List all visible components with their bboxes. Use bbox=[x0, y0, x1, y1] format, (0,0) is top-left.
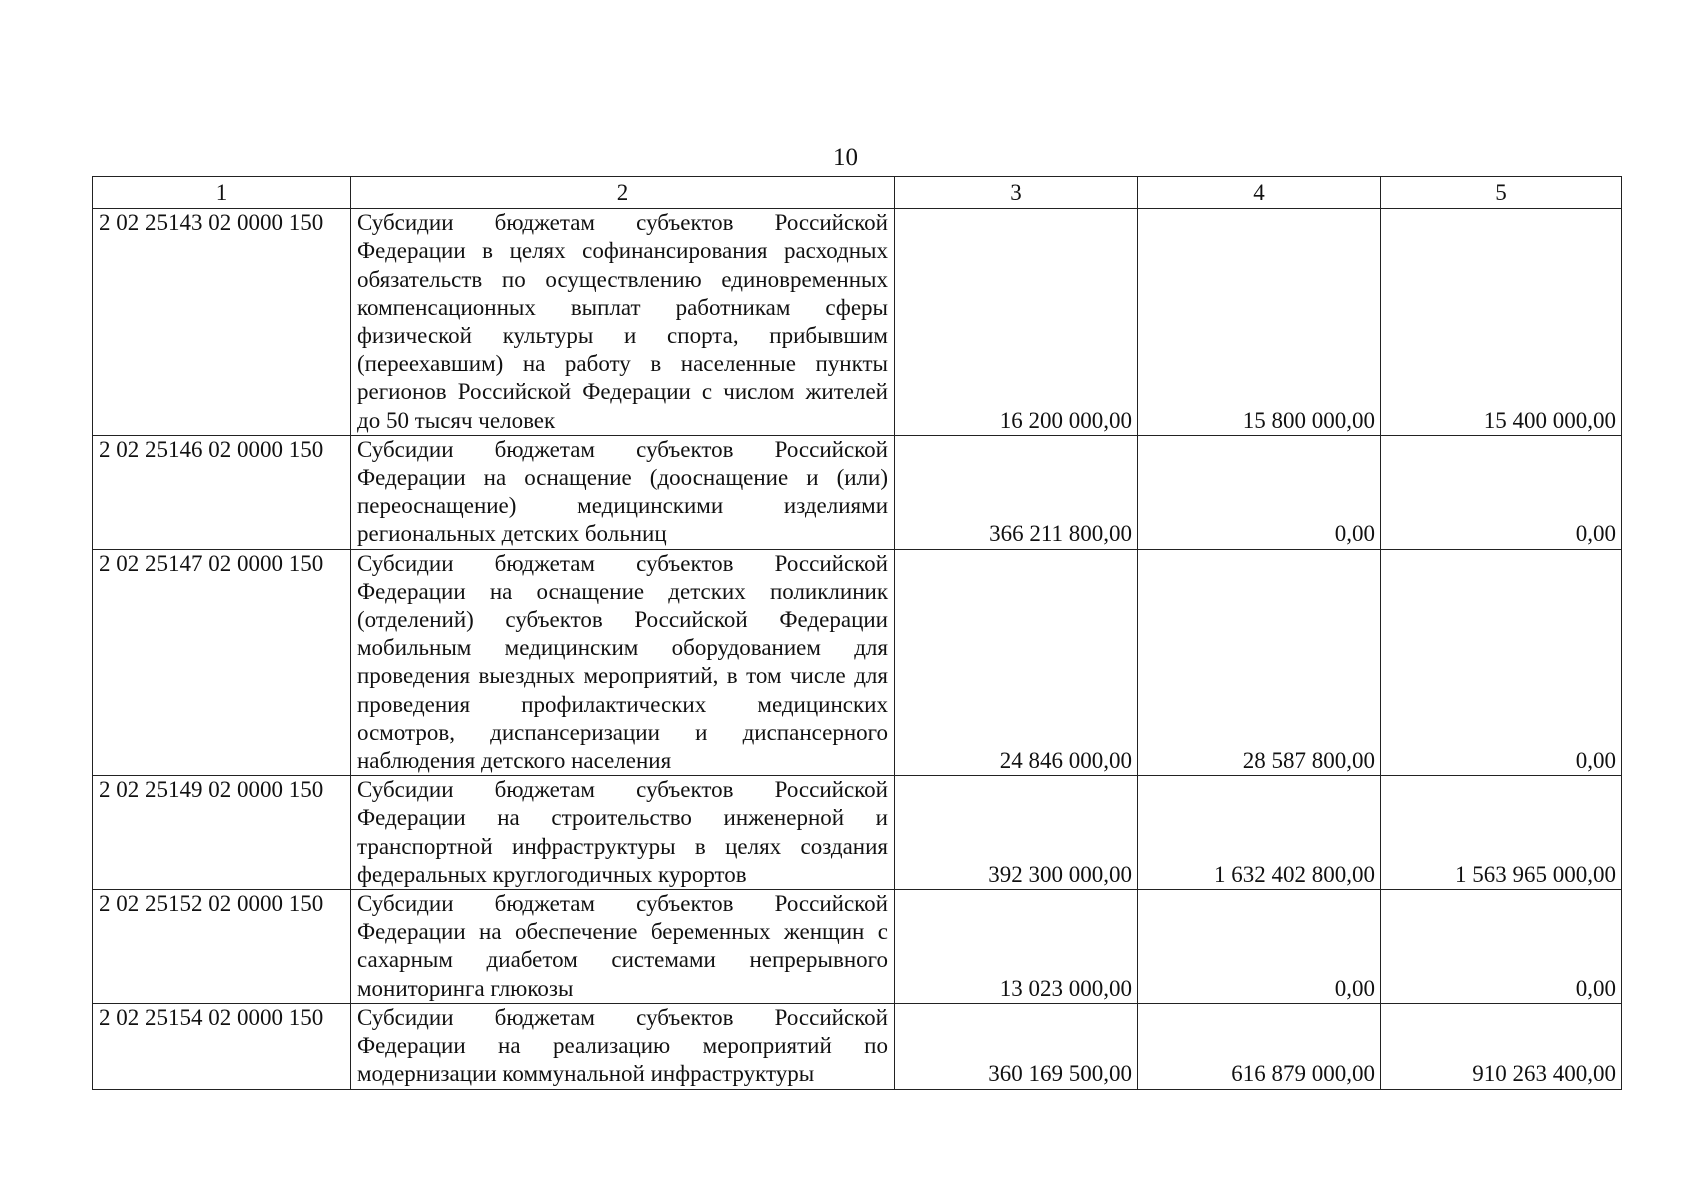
table-row bbox=[93, 209, 1622, 436]
amount-col5: 0,00 bbox=[1381, 890, 1622, 1004]
row-description: Субсидии бюджетам субъектов Российской Федерации на оснащение детских поликлиник (отделений) субъектов Российской Федерации мобильным медицинским оборудованием для проведения выездных мероприятий, в том числе для проведения профилактических медицинских осмотров, диспансеризации и диспансерного наблюдения детского населения bbox=[351, 549, 895, 776]
row-description: Субсидии бюджетам субъектов Российской Федерации в целях софинансирования расходных обязательств по осуществлению единовременных компенсационных выплат работникам сферы физической культуры и спорта, прибывшим (переехавшим) на работу в населенные пункты регионов Российской Федерации с числом жителей до 50 тысяч человек bbox=[351, 209, 895, 436]
amount-col5: 0,00 bbox=[1381, 435, 1622, 549]
amount-col5: 15 400 000,00 bbox=[1381, 209, 1622, 436]
header-cell-3: 3 bbox=[895, 177, 1138, 209]
budget-code: 2 02 25152 02 0000 150 bbox=[93, 890, 351, 1004]
table-row bbox=[93, 435, 1622, 549]
amount-col4: 0,00 bbox=[1138, 890, 1381, 1004]
budget-code: 2 02 25147 02 0000 150 bbox=[93, 549, 351, 776]
amount-col4: 28 587 800,00 bbox=[1138, 549, 1381, 776]
row-description: Субсидии бюджетам субъектов Российской Федерации на строительство инженерной и транспортной инфраструктуры в целях создания федеральных круглогодичных курортов bbox=[351, 776, 895, 890]
amount-col3: 13 023 000,00 bbox=[895, 890, 1138, 1004]
table-row bbox=[93, 549, 1622, 776]
amount-col3: 360 169 500,00 bbox=[895, 1003, 1138, 1089]
budget-code: 2 02 25154 02 0000 150 bbox=[93, 1003, 351, 1089]
amount-col5: 0,00 bbox=[1381, 549, 1622, 776]
budget-code: 2 02 25143 02 0000 150 bbox=[93, 209, 351, 436]
budget-code: 2 02 25146 02 0000 150 bbox=[93, 435, 351, 549]
header-cell-4: 4 bbox=[1138, 177, 1381, 209]
header-cell-1: 1 bbox=[93, 177, 351, 209]
amount-col3: 16 200 000,00 bbox=[895, 209, 1138, 436]
amount-col3: 24 846 000,00 bbox=[895, 549, 1138, 776]
header-cell-2: 2 bbox=[351, 177, 895, 209]
amount-col3: 366 211 800,00 bbox=[895, 435, 1138, 549]
budget-code: 2 02 25149 02 0000 150 bbox=[93, 776, 351, 890]
amount-col5: 1 563 965 000,00 bbox=[1381, 776, 1622, 890]
table-header-row bbox=[93, 177, 1622, 209]
row-description: Субсидии бюджетам субъектов Российской Федерации на оснащение (дооснащение и (или) переоснащение) медицинскими изделиями региональных детских больниц bbox=[351, 435, 895, 549]
amount-col4: 616 879 000,00 bbox=[1138, 1003, 1381, 1089]
amount-col4: 0,00 bbox=[1138, 435, 1381, 549]
row-description: Субсидии бюджетам субъектов Российской Федерации на обеспечение беременных женщин с сахарным диабетом системами непрерывного мониторинга глюкозы bbox=[351, 890, 895, 1004]
page-number: 10 bbox=[833, 144, 858, 171]
table-row bbox=[93, 776, 1622, 890]
amount-col5: 910 263 400,00 bbox=[1381, 1003, 1622, 1089]
table-row bbox=[93, 1003, 1622, 1089]
amount-col4: 1 632 402 800,00 bbox=[1138, 776, 1381, 890]
row-description: Субсидии бюджетам субъектов Российской Федерации на реализацию мероприятий по модернизации коммунальной инфраструктуры bbox=[351, 1003, 895, 1089]
amount-col4: 15 800 000,00 bbox=[1138, 209, 1381, 436]
budget-table bbox=[92, 176, 1622, 1090]
header-cell-5: 5 bbox=[1381, 177, 1622, 209]
amount-col3: 392 300 000,00 bbox=[895, 776, 1138, 890]
table-row bbox=[93, 890, 1622, 1004]
